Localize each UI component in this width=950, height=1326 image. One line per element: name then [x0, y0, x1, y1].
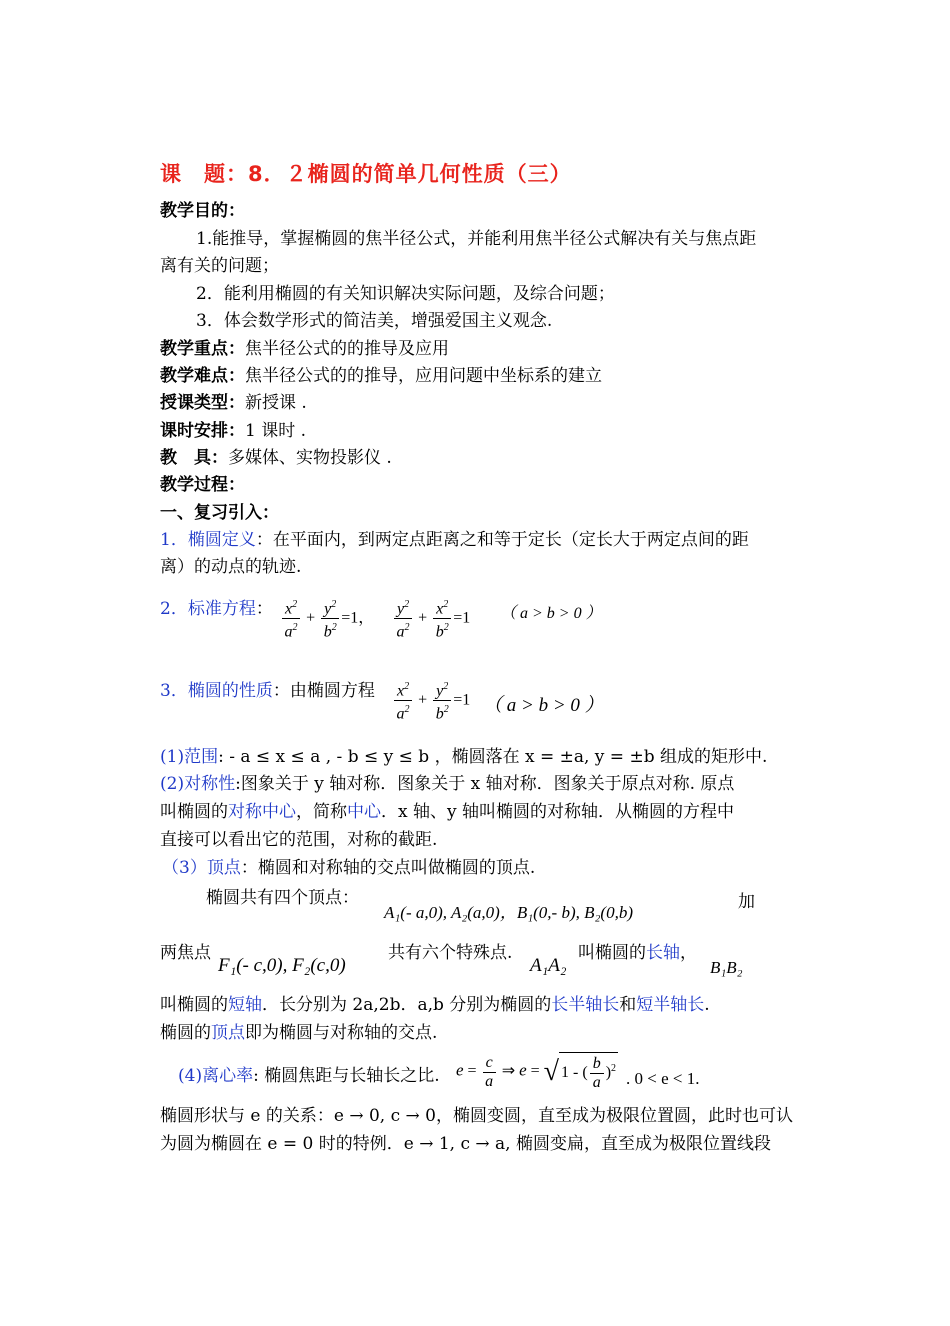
vertex-four: 椭圆共有四个顶点： [206, 888, 359, 908]
schedule-label: 课时安排： [160, 421, 245, 441]
minor-axis: 短轴 [228, 995, 262, 1015]
standard-eq1-tail: =1， [341, 609, 375, 627]
standard-condition: （ a > b > 0 ） [500, 605, 602, 622]
objective-3: 3．体会数学形式的简洁美，增强爱国主义观念. [196, 311, 553, 331]
foci-eq: F₁(- c,0), F₂(c,0) [218, 955, 346, 976]
symmetry-label: (2)对称性 [160, 774, 236, 794]
symmetry-center-short: 中心 [347, 802, 381, 822]
range-row [160, 746, 767, 768]
page-title: 课 题：8．２椭圆的简单几何性质（三） [160, 162, 572, 186]
symmetry-line3: 直接可以看出它的范围，对称的截距. [160, 830, 438, 850]
review-heading: 一、复习引入： [160, 503, 279, 523]
len-text: ．长分别为 2a,2b．a,b 分别为椭圆的 [262, 995, 552, 1015]
standard-row [160, 598, 273, 620]
minor-row [160, 994, 710, 1016]
lesson-type-row [160, 392, 307, 414]
process-label: 教学过程： [160, 475, 245, 495]
semi-minor: 短半轴长 [636, 995, 705, 1015]
major-pre: 叫椭圆的 [578, 943, 646, 963]
symmetry-center: 对称中心 [228, 802, 296, 822]
focus-row [160, 338, 449, 360]
eccentricity-text: : 椭圆焦距与长轴长之比. [253, 1066, 440, 1086]
foci-b: 共有六个特殊点. [388, 943, 513, 963]
schedule-text: 1 课时 . [245, 421, 307, 441]
standard-label: 2．标准方程 [160, 599, 256, 619]
standard-equation-2: $\frac{y^2}{a^2}$ + $\frac{x^2}{b^2}$ =1 [392, 596, 470, 642]
b1b2: B₁B₂ [710, 958, 743, 977]
vtx: 顶点 [211, 1023, 245, 1043]
properties-eq-tail: =1 [453, 691, 471, 709]
shape-line1: 椭圆形状与 e 的关系：e → 0, c → 0，椭圆变圆，直至成为极限位置圆，此时也可认 [160, 1106, 793, 1126]
minor-pre: 叫椭圆的 [160, 995, 228, 1015]
properties-row [160, 680, 375, 702]
lesson-type-label: 授课类型： [160, 393, 245, 413]
major-row: 叫椭圆的长轴， [578, 943, 697, 963]
range-text: : - a ≤ x ≤ a , - b ≤ y ≤ b ，椭圆落在 x = ±a, y = ±b 组成的矩形中. [218, 747, 768, 767]
standard-equation-1: $\frac{x^2}{a^2}$ + $\frac{y^2}{b^2}$ =1， [280, 596, 374, 642]
objective-1-line2: 离有关的问题； [160, 256, 279, 276]
objective-2: 2．能利用椭圆的有关知识解决实际问题，及综合问题； [196, 284, 615, 304]
symmetry-text2c: ．x 轴、y 轴叫椭圆的对称轴．从椭圆的方程中 [381, 802, 734, 822]
schedule-row [160, 420, 306, 442]
vertex-points: A₁(- a,0), A₂(a,0)，B₁(0,- b), B₂(0,b) [384, 903, 633, 922]
a1a2: A₁A₂ [530, 955, 567, 976]
properties-text: ：由椭圆方程 [272, 681, 375, 701]
difficulty-row [160, 365, 602, 387]
eccentricity-row [178, 1065, 440, 1087]
eccentricity-formula: e = $\frac{c}{a}$ ⇒ e = √ 1 - ( $\frac{b}{a}$ )$^2$ [456, 1053, 617, 1091]
major-axis: 长轴 [646, 943, 680, 963]
shape-line2: 为圆为椭圆在 e = 0 时的特例．e → 1, c → a, 椭圆变扁，直至成为极限位置线段 [160, 1134, 771, 1154]
foci-a: 两焦点 [160, 943, 211, 963]
vertex-label: （3）顶点 [162, 858, 241, 878]
vtx-pre: 椭圆的 [160, 1023, 211, 1043]
tools-row [160, 447, 392, 469]
vertex-add: 加 [738, 892, 755, 912]
eccentricity-range: . 0 < e < 1. [626, 1069, 700, 1088]
tools-text: 多媒体、实物投影仪 . [228, 448, 392, 468]
tools-label: 教 具： [160, 448, 228, 468]
definition-row [160, 529, 749, 551]
objectives-heading: 教学目的： [160, 201, 245, 221]
standard-eq2-tail: =1 [453, 609, 471, 627]
definition-text: ：在平面内，到两定点距离之和等于定长（定长大于两定点间的距 [255, 530, 749, 550]
dot-text: . [704, 995, 710, 1015]
difficulty-label: 教学难点： [160, 366, 245, 386]
vertex-def-row [160, 1022, 437, 1044]
eccentricity-label: (4)离心率 [178, 1066, 254, 1086]
standard-colon: ： [255, 599, 273, 619]
properties-equation: $\frac{x^2}{a^2}$ + $\frac{y^2}{b^2}$ =1 [392, 678, 470, 724]
lesson-type-text: 新授课 . [245, 393, 307, 413]
vertex-row [162, 857, 535, 879]
objective-1-line1: 1.能推导，掌握椭圆的焦半径公式，并能利用焦半径公式解决有关与焦点距 [196, 229, 757, 249]
symmetry-text2a: 叫椭圆的 [160, 802, 228, 822]
properties-label: 3．椭圆的性质 [160, 681, 273, 701]
focus-label: 教学重点： [160, 339, 245, 359]
definition-line2: 离）的动点的轨迹. [160, 557, 302, 577]
definition-label: 1．椭圆定义 [160, 530, 256, 550]
difficulty-text: 焦半径公式的的推导，应用问题中坐标系的建立 [245, 366, 602, 386]
and-text: 和 [619, 995, 637, 1015]
symmetry-text2b: ，简称 [296, 802, 347, 822]
vertex-text: ：椭圆和对称轴的交点叫做椭圆的顶点. [240, 858, 536, 878]
symmetry-row [160, 773, 734, 795]
vtx-post: 即为椭圆与对称轴的交点. [245, 1023, 438, 1043]
symmetry-text: :图象关于 y 轴对称．图象关于 x 轴对称．图象关于原点对称. 原点 [235, 774, 735, 794]
properties-condition: （ a > b > 0 ） [483, 695, 604, 716]
focus-text: 焦半径公式的的推导及应用 [245, 339, 449, 359]
symmetry-line2 [160, 801, 734, 823]
semi-major: 长半轴长 [551, 995, 620, 1015]
range-label: (1)范围 [160, 747, 219, 767]
